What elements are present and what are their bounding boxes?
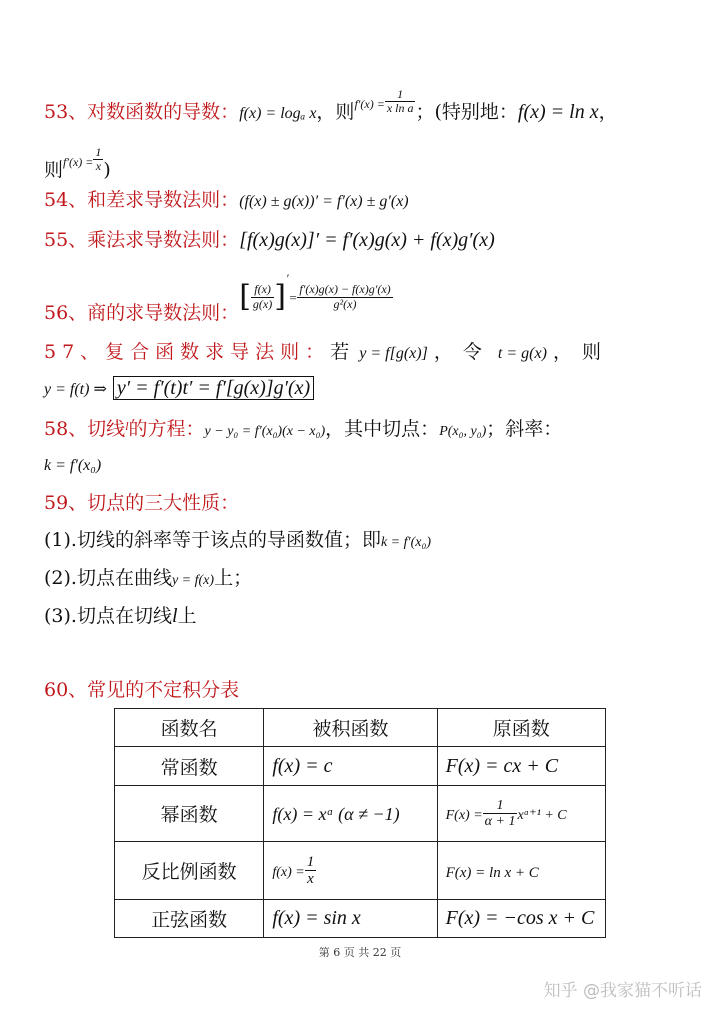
table-header: 函数名	[115, 709, 264, 747]
log-derivative-def: f(x) = logₐ x	[239, 105, 317, 123]
property-2-text: (2).切点在曲线	[44, 567, 172, 589]
item-58-label-a: 58、切线	[44, 418, 126, 440]
item-58	[44, 412, 680, 446]
integrand-formula: f(x) = sin x	[272, 907, 361, 929]
quotient-inner-fraction	[251, 283, 274, 310]
page-footer: 第 6 页 共 22 页	[318, 946, 402, 959]
item-57-let: ，令	[433, 341, 492, 363]
item-59	[44, 489, 680, 517]
slope-formula: k = f′(x₀)	[44, 457, 102, 474]
item-55	[44, 226, 680, 254]
quotient-rule-formula: [ $\frac{f(x)}{g(x)}$ ]′= $\frac{f'(x)g(x) - f(x)g'(x)}{\text{g²(x)}}$	[239, 271, 391, 314]
property-2-end: 上；	[214, 567, 253, 589]
primitive	[437, 786, 605, 842]
fraction-denominator: α + 1	[484, 814, 516, 829]
fraction-denominator: x	[307, 871, 314, 887]
function-name: 常函数	[115, 747, 264, 786]
ln-derivative-fraction	[93, 146, 103, 173]
integral-table	[114, 708, 606, 938]
item-54-label: 54、和差求导数法则：	[44, 189, 240, 211]
quotient-prime: ′	[285, 271, 289, 285]
quotient-result-fraction	[297, 283, 392, 310]
tangent-point: P(x₀, y₀)	[439, 424, 487, 439]
item-56-label: 56、商的求导数法则：	[44, 302, 240, 324]
fraction-numerator: 1	[95, 145, 102, 159]
item-58-point-text: ，其中切点：	[325, 418, 440, 440]
quotient-equals: =	[288, 290, 298, 305]
item-60	[44, 676, 680, 704]
function-name: 正弦函数	[115, 900, 264, 938]
item-59-p1	[44, 526, 680, 557]
item-53-comma: ，	[598, 101, 618, 124]
fraction-denominator: g(x)	[252, 296, 273, 311]
item-56	[44, 272, 680, 326]
item-53-then-2: 则	[44, 159, 64, 182]
tangent-equation: y − y₀ = f′(x₀)(x − x₀)	[204, 424, 326, 439]
integrand-lhs: f(x) =	[272, 864, 305, 880]
item-57-if: 若	[330, 341, 354, 363]
table-header-row	[115, 709, 606, 747]
table-row	[115, 747, 606, 786]
item-57-line2	[44, 374, 680, 404]
composite-implication: y = f(t) ⇒	[44, 381, 107, 398]
primitive-rhs: xᵅ⁺¹ + C	[517, 807, 567, 823]
property-1-formula: k = f′(x₀)	[380, 535, 431, 550]
table-row	[115, 786, 606, 842]
ln-derivative-lhs: f′(x) =	[63, 155, 94, 170]
reciprocal-fraction	[305, 854, 317, 888]
property-3-end: 上	[177, 605, 197, 627]
ln-def: f(x) = ln x	[517, 101, 599, 124]
fraction-numerator: 1	[385, 88, 416, 102]
item-54	[44, 186, 680, 216]
tangent-symbol: l	[125, 419, 129, 433]
primitive-formula: F(x) = −cos x + C	[445, 907, 595, 929]
fraction-denominator: x	[95, 159, 102, 174]
watermark: 知乎 @我家猫不听话	[543, 981, 702, 1001]
fraction-numerator: f′(x)g(x) − f(x)g′(x)	[299, 282, 391, 297]
composite-def: y = f[g(x)]	[359, 345, 428, 362]
fraction-denominator: g²(x)	[333, 296, 357, 311]
function-name: 反比例函数	[115, 842, 264, 900]
integrand-formula: f(x) = c	[272, 754, 333, 777]
item-57	[44, 338, 680, 368]
property-2-formula: y = f(x)	[171, 573, 215, 588]
table-row	[115, 842, 606, 900]
item-53-then: ，则	[316, 101, 355, 124]
integrand	[264, 747, 437, 786]
fraction-numerator: f(x)	[251, 283, 274, 297]
item-59-label: 59、切点的三大性质：	[44, 492, 240, 514]
item-57-label: 57、复合函数求导法则：	[44, 341, 331, 363]
primitive	[437, 747, 605, 786]
item-58-label-b: 的方程：	[128, 418, 205, 440]
substitution-def: t = g(x)	[497, 345, 547, 362]
fraction-numerator: 1	[306, 853, 315, 870]
item-59-p2	[44, 564, 680, 595]
item-58-slope-text: ；斜率：	[486, 418, 563, 440]
item-53-line2	[44, 146, 680, 184]
property-3-formula: l	[171, 605, 178, 627]
log-derivative-fraction	[385, 88, 416, 115]
product-rule-formula: [f(x)g(x)]′ = f′(x)g(x) + f(x)g′(x)	[239, 229, 495, 251]
function-name: 幂函数	[115, 786, 264, 842]
integrand	[264, 900, 437, 938]
sum-rule-formula: (f(x) ± g(x))′ = f′(x) ± g′(x)	[239, 193, 409, 210]
primitive	[437, 900, 605, 938]
power-coefficient-fraction	[483, 798, 518, 830]
item-53-special: ；(特别地：	[415, 101, 518, 124]
table-header: 被积函数	[264, 709, 437, 747]
item-60-label: 60、常见的不定积分表	[44, 679, 240, 701]
primitive-formula: F(x) = cx + C	[445, 754, 559, 777]
item-53-close: )	[103, 159, 111, 182]
table-row	[115, 900, 606, 938]
item-53	[44, 88, 680, 128]
integrand	[264, 842, 437, 900]
item-58-line2	[44, 450, 680, 480]
primitive-formula: F(x) = ln x + C	[445, 864, 539, 881]
integrand	[264, 786, 437, 842]
integrand-formula: f(x) = xᵅ (α ≠ −1)	[272, 803, 400, 824]
fraction-numerator: 1	[483, 798, 518, 814]
log-derivative-lhs: f′(x) =	[354, 97, 385, 112]
chain-rule-boxed: y′ = f′(t)t′ = f′[g(x)]g′(x)	[113, 376, 314, 400]
property-3-text: (3).切点在切线	[44, 605, 172, 627]
primitive	[437, 842, 605, 900]
item-57-then: ，则	[552, 341, 611, 363]
fraction-denominator: x ln a	[386, 101, 414, 116]
primitive-lhs: F(x) =	[445, 807, 483, 823]
property-1-text: (1).切线的斜率等于该点的导函数值；即	[44, 529, 381, 551]
item-53-label: 53、对数函数的导数：	[44, 101, 240, 124]
table-header: 原函数	[437, 709, 605, 747]
item-59-p3	[44, 602, 680, 630]
item-55-label: 55、乘法求导数法则：	[44, 229, 240, 251]
